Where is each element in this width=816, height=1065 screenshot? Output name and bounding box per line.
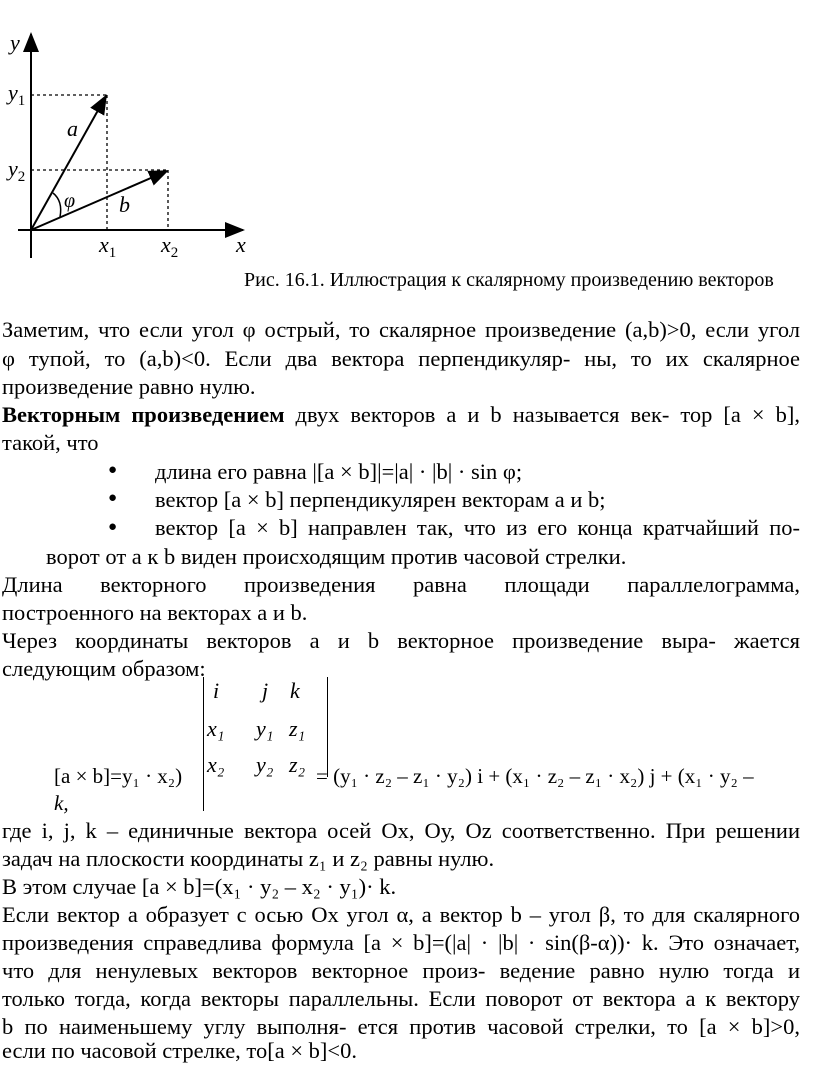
paragraph-6-line-1: Если вектор a образует с осью Ох угол α, а вектор b – угол β, то для скалярного [2,902,800,927]
vector-a-label: a [67,116,78,141]
paragraph-6-line-4: только тогда, когда векторы параллельны. Если поворот от вектора a к вектору [2,986,800,1011]
det-cell-y1: y₁ [256,716,274,741]
vector-b [31,171,167,230]
paragraph-1-line-3: произведение равно нулю. [2,374,256,399]
paragraph-5-line-2: задач на плоскости координаты z₁ и z₂ равны нулю. [2,846,495,871]
paragraph-1-line-1: Заметим, что если угол φ острый, то скалярное произведение (a,b)>0, если угол [2,317,800,342]
det-cell-x2: x₂ [207,752,225,777]
paragraph-6-line-5: b по наименьшему углу выполня- ется против часовой стрелки, то [a × b]>0, [2,1014,800,1039]
paragraph-3-line-2: построенного на векторах a и b. [2,600,308,625]
determinant-left-bar [203,677,204,811]
bullet-1-marker: ● [108,462,118,478]
figure-caption: Рис. 16.1. Иллюстрация к скалярному произведению векторов [244,269,774,291]
vector-b-label: b [119,192,130,217]
formula-right: = (y₁ · z₂ – z₁ · y₂) i + (x₁ · z₂ – z₁ · x₂) j + (x₁ · y₂ – [316,764,754,788]
bullet-3-continuation: ворот от a к b виден происходящим против часовой стрелки. [46,544,627,569]
angle-label: φ [64,190,76,212]
x-axis-label: x [236,232,246,257]
bullet-2-text: вектор [a × b] перпендикулярен векторам a и b; [155,487,606,512]
det-cell-i: i [213,678,220,703]
paragraph-2-line-2: такой, что [2,430,99,455]
det-cell-y2: y₂ [256,752,274,777]
paragraph-6-line-6: если по часовой стрелке, то[a × b]<0. [2,1038,357,1063]
paragraph-3-line-1: Длина векторного произведения равна площади параллелограмма, [2,572,800,597]
det-cell-j: j [262,678,269,703]
y2-label: $y_2$ [8,156,26,185]
paragraph-5-line-3: В этом случае [a × b]=(x₁ · y₂ – x₂ · y₁)· k. [2,874,397,899]
bullet-1-text: длина его равна |[a × b]|=|a| · |b| · sin φ; [155,459,523,484]
term-vector-product: Векторным произведением [2,402,285,427]
vector-diagram [0,0,280,265]
paragraph-6-line-2: произведения справедлива формула [a × b]=(|a| · |b| · sin(β-α))· k. Это означает, [2,930,800,955]
y-axis-label: y [10,30,20,55]
bullet-2-marker: ● [108,490,118,506]
det-cell-x1: x₁ [207,716,225,741]
bullet-3-text: вектор [a × b] направлен так, что из его конца кратчайший по- [155,515,800,540]
paragraph-5-line-1: где i, j, k – единичные вектора осей Ох, Оу, Оz соответственно. При решении [2,818,800,843]
paragraph-2-line-1-rest: двух векторов a и b называется век- тор [a × b], [284,402,800,427]
x1-label: $x_1$ [99,232,117,261]
angle-arc [53,193,61,217]
paragraph-2-line-1 [2,400,800,429]
det-cell-k: k [290,678,300,703]
formula-tail: k, [54,791,69,815]
bullet-3-marker: ● [108,519,118,535]
y1-label: $y_1$ [8,80,26,109]
det-cell-z2: z₂ [289,752,306,777]
det-cell-z1: z₁ [289,716,306,741]
formula-left: [a × b]=y₁ · x₂) [54,764,183,788]
paragraph-4-line-2: следующим образом: [2,656,206,681]
paragraph-1-line-2: φ тупой, то (a,b)<0. Если два вектора перпендикуляр- ны, то их скалярное [2,346,800,371]
paragraph-6-line-3: что для ненулевых векторов векторное произ- ведение равно нулю тогда и [2,958,800,983]
x2-label: $x_2$ [161,232,179,261]
paragraph-4-line-1: Через координаты векторов a и b векторное произведение выра- жается [2,628,800,653]
